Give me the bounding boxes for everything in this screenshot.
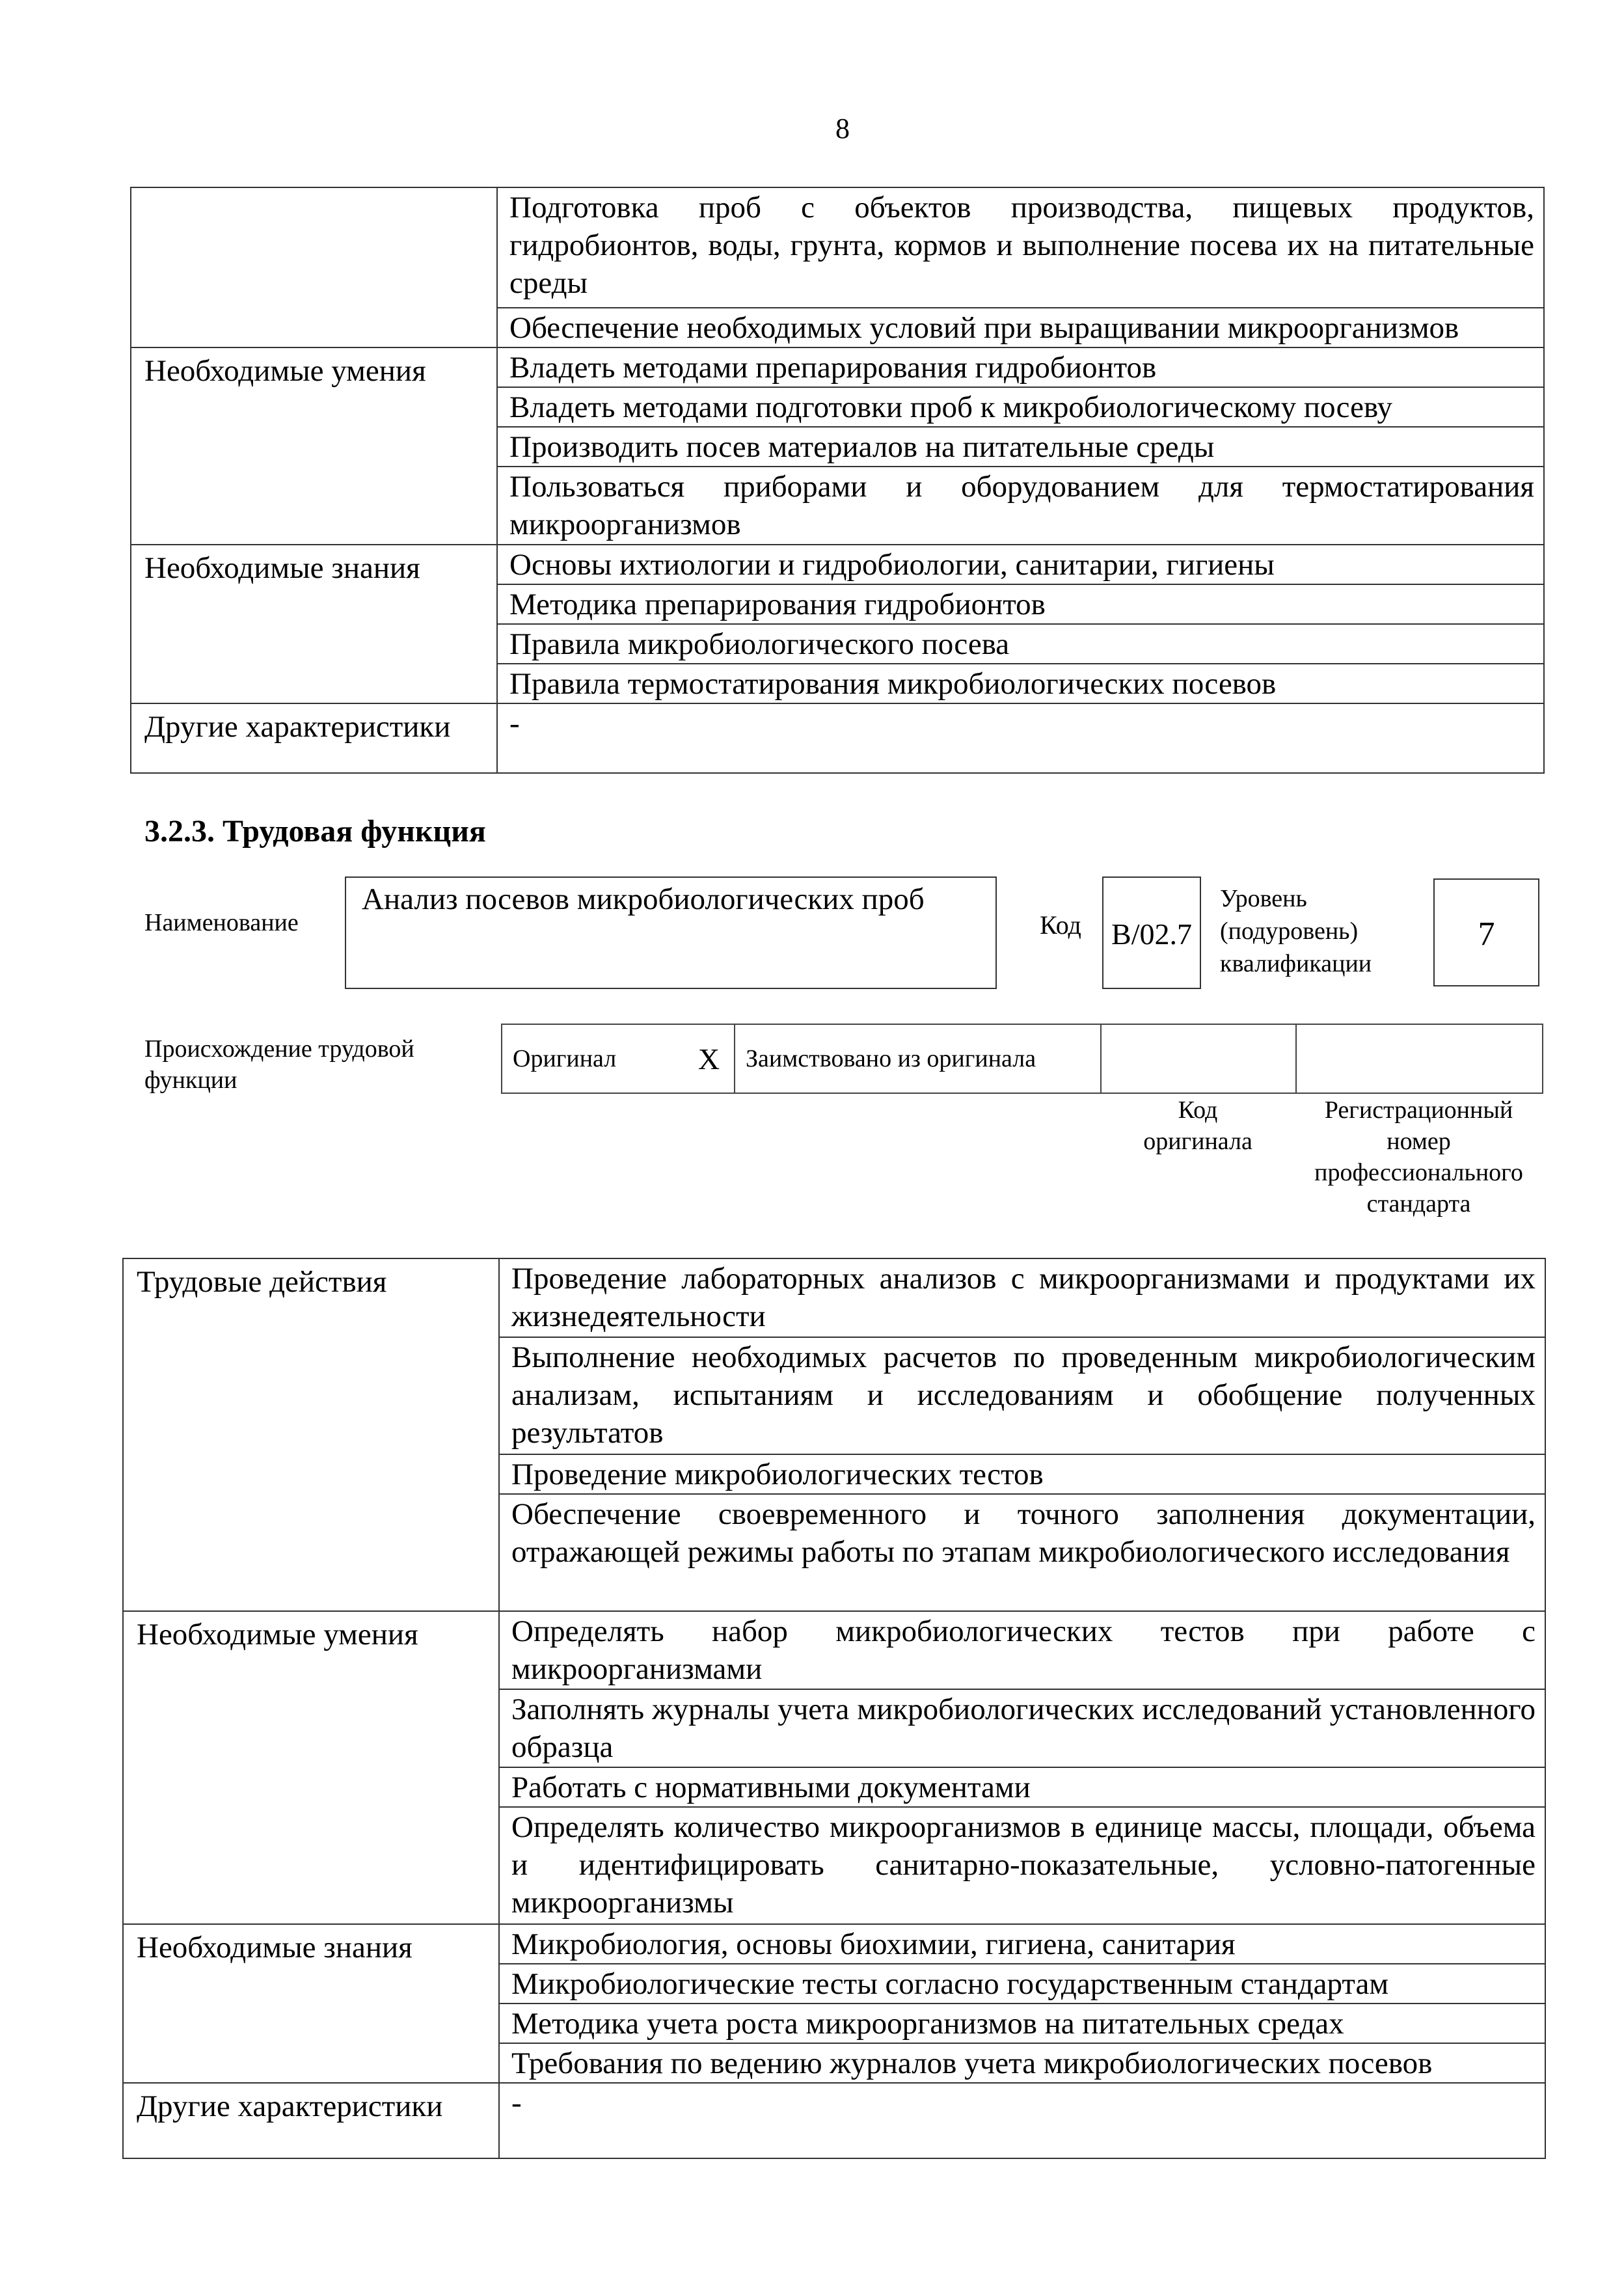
row-label bbox=[131, 187, 497, 347]
original-label: Оригинал bbox=[502, 1024, 684, 1093]
table-cell: Подготовка проб с объектов производства, пищевых продуктов, гидробионтов, воды, грунта, кормов и выполнение посева их на питательные среды bbox=[497, 187, 1544, 308]
row-label-other: Другие характеристики bbox=[131, 703, 497, 773]
table-cell: Микробиология, основы биохимии, гигиена, санитария bbox=[499, 1924, 1545, 1964]
section-heading: 3.2.3. Трудовая функция bbox=[144, 814, 486, 849]
row-label-knowledge: Необходимые знания bbox=[123, 1924, 499, 2083]
table-cell: Обеспечение необходимых условий при выращивании микроорганизмов bbox=[497, 308, 1544, 347]
table-cell: Методика учета роста микроорганизмов на питательных средах bbox=[499, 2004, 1545, 2043]
row-label-actions: Трудовые действия bbox=[123, 1258, 499, 1611]
table-cell: Проведение лабораторных анализов с микроорганизмами и продуктами их жизнедеятельности bbox=[499, 1258, 1545, 1337]
table-cell: Обеспечение своевременного и точного заполнения документации, отражающей режимы работы по этапам микробиологического исследования bbox=[499, 1494, 1545, 1611]
table-cell: Определять набор микробиологических тестов при работе с микроорганизмами bbox=[499, 1611, 1545, 1689]
original-code-cell bbox=[1101, 1024, 1296, 1093]
code-value: B/02.7 bbox=[1111, 917, 1192, 951]
table-cell: Пользоваться приборами и оборудованием для термостатирования микроорганизмов bbox=[497, 467, 1544, 545]
original-mark: X bbox=[684, 1024, 735, 1093]
table-cell: Владеть методами подготовки проб к микробиологическому посеву bbox=[497, 387, 1544, 427]
function-name-box bbox=[345, 876, 997, 989]
table-cell: Требования по ведению журналов учета микробиологических посевов bbox=[499, 2043, 1545, 2083]
table-cell: Основы ихтиологии и гидробиологии, санитарии, гигиены bbox=[497, 545, 1544, 584]
row-label-skills: Необходимые умения bbox=[123, 1611, 499, 1924]
origin-table bbox=[501, 1024, 1543, 1094]
registration-number-cell bbox=[1296, 1024, 1543, 1093]
code-original-caption: Код оригинала bbox=[1143, 1096, 1252, 1155]
registration-number-caption: Регистрационный номер профессионального стандарта bbox=[1314, 1096, 1523, 1217]
name-label: Наименование bbox=[144, 909, 299, 936]
table-cell: - bbox=[499, 2083, 1545, 2158]
page-number: 8 bbox=[835, 113, 850, 144]
table-cell: Правила термостатирования микробиологических посевов bbox=[497, 664, 1544, 703]
row-label-knowledge: Необходимые знания bbox=[131, 545, 497, 703]
code-box bbox=[1102, 876, 1201, 989]
row-label-other: Другие характеристики bbox=[123, 2083, 499, 2158]
table-cell: Производить посев материалов на питательные среды bbox=[497, 427, 1544, 467]
table-cell: Выполнение необходимых расчетов по проведенным микробиологическим анализам, испытаниям и исследованиям и обобщение полученных результатов bbox=[499, 1337, 1545, 1454]
table-cell: Правила микробиологического посева bbox=[497, 624, 1544, 664]
table-cell: Микробиологические тесты согласно государственным стандартам bbox=[499, 1964, 1545, 2004]
table-cell: - bbox=[497, 703, 1544, 773]
row-label-skills: Необходимые умения bbox=[131, 347, 497, 545]
table-cell: Методика препарирования гидробионтов bbox=[497, 584, 1544, 624]
level-value: 7 bbox=[1478, 916, 1495, 953]
table-cell: Работать с нормативными документами bbox=[499, 1767, 1545, 1807]
borrowed-label: Заимствовано из оригинала bbox=[735, 1024, 1101, 1093]
origin-label: Происхождение трудовой функции bbox=[144, 1035, 414, 1094]
level-label: Уровень (подуровень) квалификации bbox=[1220, 885, 1372, 977]
function-name: Анализ посевов микробиологических проб bbox=[362, 882, 925, 916]
competency-table-continued bbox=[130, 187, 1545, 774]
level-box bbox=[1433, 878, 1539, 986]
table-cell: Проведение микробиологических тестов bbox=[499, 1454, 1545, 1494]
code-label: Код bbox=[1040, 910, 1081, 940]
labor-function-table bbox=[122, 1258, 1546, 2159]
table-cell: Определять количество микроорганизмов в единице массы, площади, объема и идентифицировать санитарно-показательные, условно-патогенные микроорганизмы bbox=[499, 1807, 1545, 1924]
table-cell: Заполнять журналы учета микробиологических исследований установленного образца bbox=[499, 1689, 1545, 1767]
table-cell: Владеть методами препарирования гидробионтов bbox=[497, 347, 1544, 387]
